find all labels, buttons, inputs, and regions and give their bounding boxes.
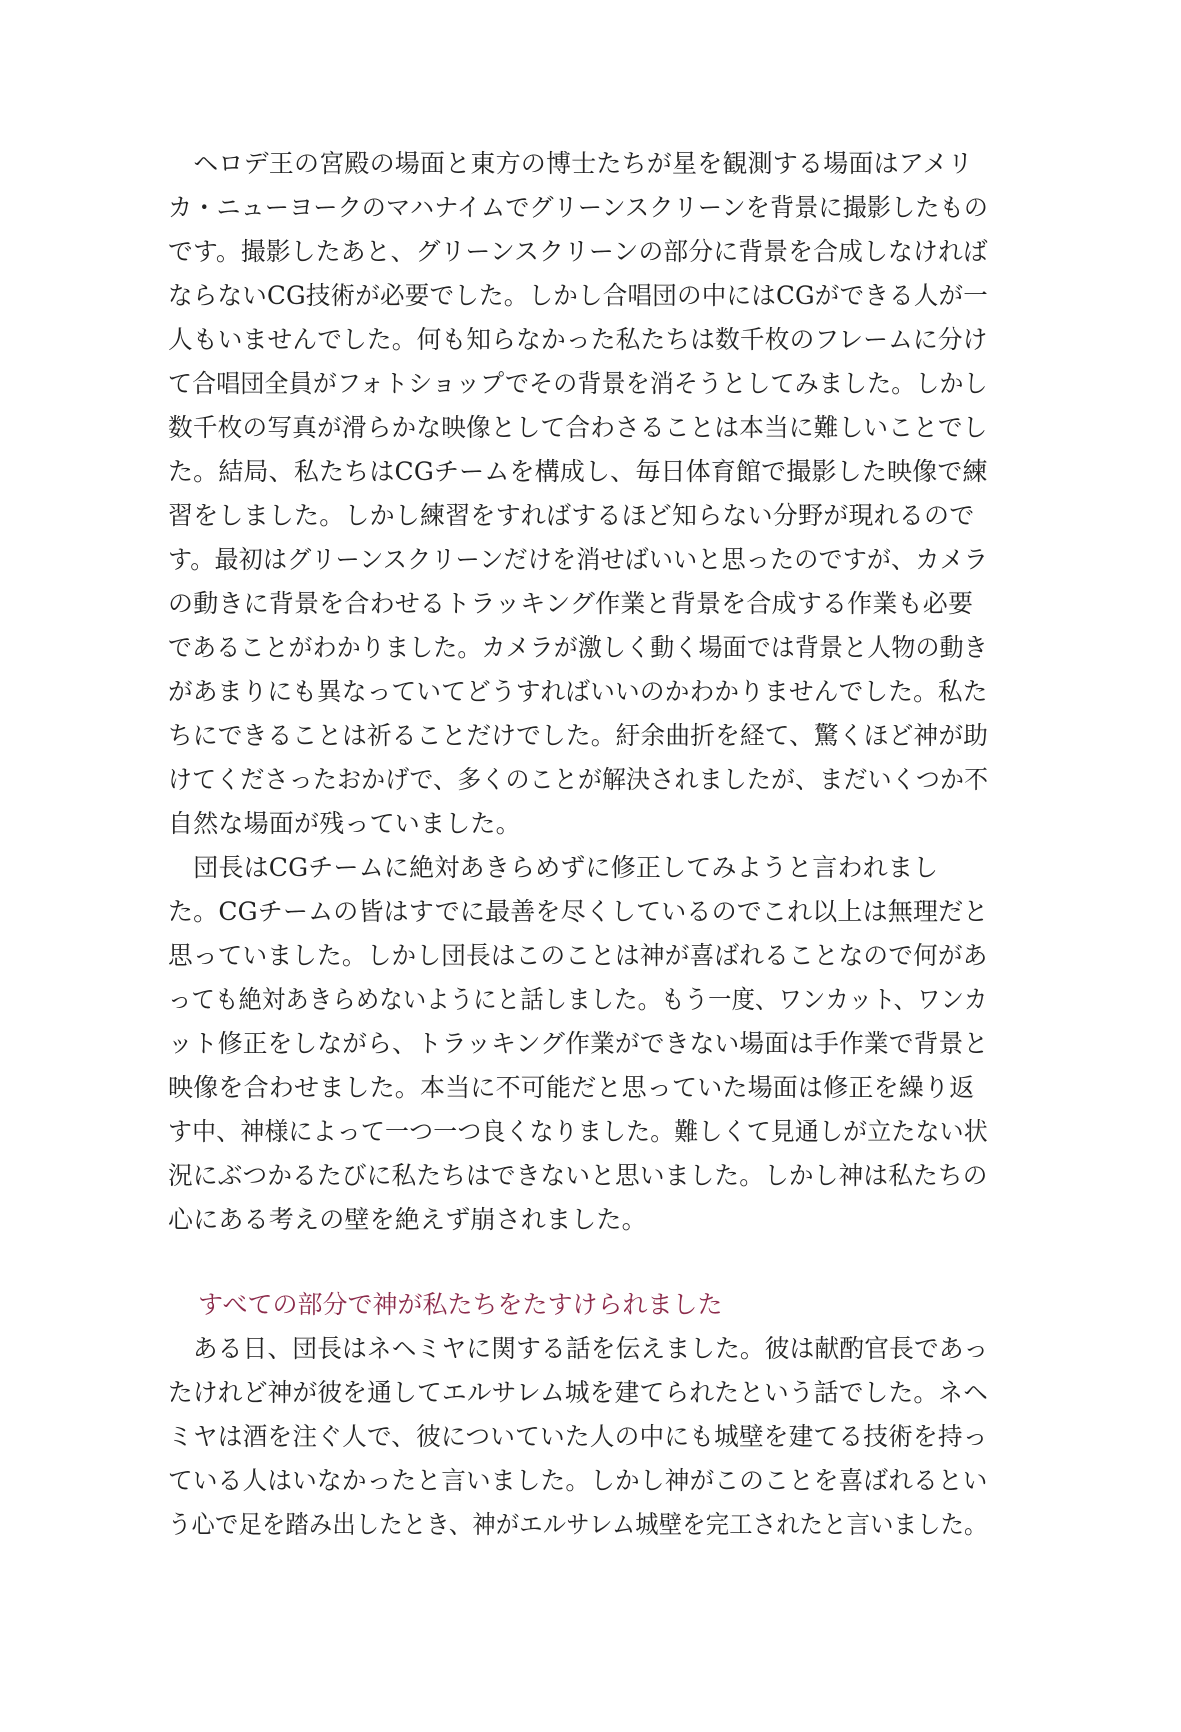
paragraph-line: ット修正をしながら、トラッキング作業ができない場面は手作業で背景と (168, 1029, 989, 1058)
paragraph-line: 数千枚の写真が滑らかな映像として合わさることは本当に難しいことでし (168, 413, 988, 442)
paragraph-line: た。CGチームの皆はすでに最善を尽くしているのでこれ以上は無理だと (168, 897, 989, 926)
paragraph-line: カ・ニューヨークのマハナイムでグリーンスクリーンを背景に撮影したもの (168, 193, 989, 222)
paragraph-line: 況にぶつかるたびに私たちはできないと思いました。しかし神は私たちの (168, 1161, 988, 1190)
paragraph-line: 自然な場面が残っていました。 (168, 809, 521, 838)
paragraph-line: であることがわかりました。カメラが激しく動く場面では背景と人物の動き (168, 633, 988, 662)
paragraph-line: ている人はいなかったと言いました。しかし神がこのことを喜ばれるとい (168, 1466, 988, 1495)
paragraph-line: ミヤは酒を注ぐ人で、彼についていた人の中にも城壁を建てる技術を持っ (168, 1422, 988, 1451)
paragraph-line: 人もいませんでした。何も知らなかった私たちは数千枚のフレームに分け (168, 325, 988, 354)
paragraph-line: 習をしました。しかし練習をすればするほど知らない分野が現れるので (168, 501, 975, 530)
paragraph-line: たけれど神が彼を通してエルサレム城を建てられたという話でした。ネヘ (168, 1378, 989, 1407)
paragraph-line: す中、神様によって一つ一つ良くなりました。難しくて見通しが立たない状 (168, 1117, 988, 1146)
paragraph-1 (168, 142, 988, 846)
paragraph-line: 映像を合わせました。本当に不可能だと思っていた場面は修正を繰り返 (168, 1073, 975, 1102)
paragraph-line: ある日、団長はネヘミヤに関する話を伝えました。彼は献酌官長であっ (168, 1334, 989, 1363)
paragraph-line: 心にある考えの壁を絶えず崩されました。 (168, 1205, 647, 1234)
paragraph-line: て合唱団全員がフォトショップでその背景を消そうとしてみました。しかし (168, 369, 988, 398)
paragraph-line: の動きに背景を合わせるトラッキング作業と背景を合成する作業も必要 (168, 589, 974, 618)
section-heading: すべての部分で神が私たちをたすけられました (198, 1290, 723, 1319)
paragraph-2 (168, 846, 988, 1242)
paragraph-line: 団長はCGチームに絶対あきらめずに修正してみようと言われまし (168, 853, 939, 882)
paragraph-line: っても絶対あきらめないようにと話しました。もう一度、ワンカット、ワンカ (168, 985, 988, 1014)
paragraph-line: う心で足を踏み出したとき、神がエルサレム城壁を完工されたと言いました。 (168, 1510, 988, 1539)
paragraph-line: ならないCG技術が必要でした。しかし合唱団の中にはCGができる人が一 (168, 281, 989, 310)
paragraph-line: けてくださったおかげで、多くのことが解決されましたが、まだいくつか不 (168, 765, 989, 794)
paragraph-line: です。撮影したあと、グリーンスクリーンの部分に背景を合成しなければ (168, 237, 988, 266)
paragraph-3 (168, 1327, 988, 1547)
paragraph-line: ヘロデ王の宮殿の場面と東方の博士たちが星を観測する場面はアメリ (168, 149, 973, 178)
paragraph-line: があまりにも異なっていてどうすればいいのかわかりませんでした。私た (168, 677, 988, 706)
paragraph-line: す。最初はグリーンスクリーンだけを消せばいいと思ったのですが、カメラ (168, 545, 989, 574)
paragraph-line: た。結局、私たちはCGチームを構成し、毎日体育館で撮影した映像で練 (168, 457, 988, 486)
paragraph-line: 思っていました。しかし団長はこのことは神が喜ばれることなので何があ (168, 941, 988, 970)
paragraph-line: ちにできることは祈ることだけでした。紆余曲折を経て、驚くほど神が助 (168, 721, 989, 750)
